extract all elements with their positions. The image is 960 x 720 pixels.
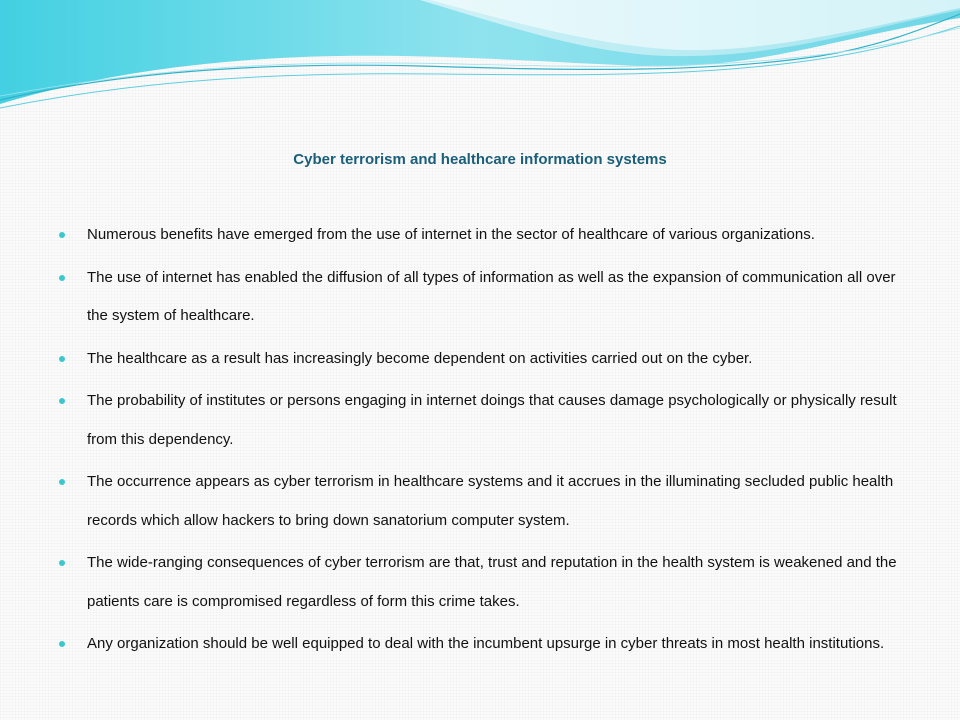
bullet-item — [56, 625, 916, 664]
bullet-marker-icon — [59, 275, 65, 281]
bullet-marker-icon — [59, 232, 65, 238]
header-wave-decoration — [0, 0, 960, 120]
bullet-item — [56, 463, 916, 540]
bullet-item — [56, 340, 916, 379]
bullet-item — [56, 382, 916, 459]
bullet-text: The wide-ranging consequences of cyber terrorism are that, trust and reputation in the health system is weakened and the patients care is compromised regardless of form this crime takes. — [87, 554, 897, 610]
bullet-text: The occurrence appears as cyber terrorism in healthcare systems and it accrues in the illuminating secluded public health records which allow hackers to bring down sanatorium computer system. — [87, 473, 894, 529]
bullet-item — [56, 544, 916, 621]
bullet-text: The probability of institutes or persons engaging in internet doings that causes damage psychologically or physically result from this dependency. — [87, 392, 897, 448]
bullet-marker-icon — [59, 560, 65, 566]
bullet-marker-icon — [59, 398, 65, 404]
bullet-item — [56, 259, 916, 336]
bullet-text: The healthcare as a result has increasingly become dependent on activities carried out on the cyber. — [87, 349, 753, 367]
bullet-text: Numerous benefits have emerged from the use of internet in the sector of healthcare of various organizations. — [87, 226, 815, 243]
bullet-marker-icon — [59, 479, 65, 485]
bullet-marker-icon — [59, 356, 65, 362]
bullet-item — [56, 216, 916, 255]
bullet-list — [56, 216, 916, 668]
bullet-text: Any organization should be well equipped to deal with the incumbent upsurge in cyber threats in most health institutions. — [87, 635, 885, 652]
slide-title: Cyber terrorism and healthcare information systems — [293, 151, 667, 168]
bullet-marker-icon — [59, 641, 65, 647]
bullet-text: The use of internet has enabled the diffusion of all types of information as well as the expansion of communication all over the system of healthcare. — [87, 268, 896, 324]
